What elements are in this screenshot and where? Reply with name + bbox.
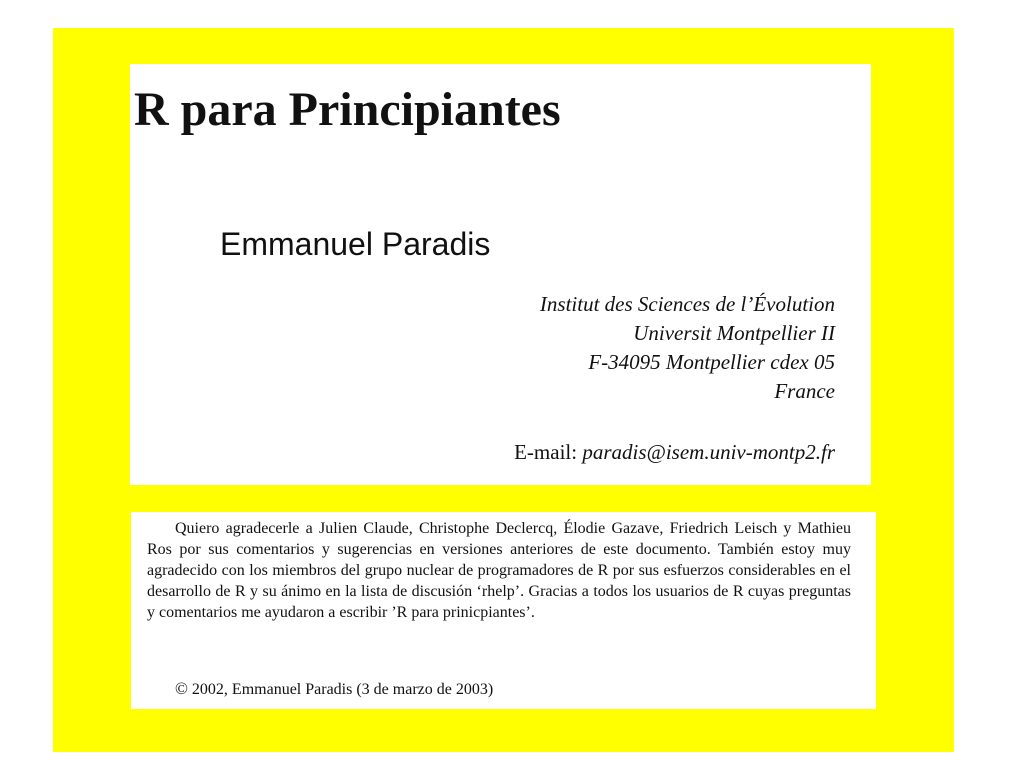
copyright-line <box>175 678 493 700</box>
affiliation-line: Institut des Sciences de l’Évolution <box>539 292 835 316</box>
email-line <box>514 438 835 467</box>
affiliation-line: F-34095 Montpellier cdex 05 <box>588 350 835 374</box>
document-title: R para Principiantes <box>134 83 561 136</box>
title-panel <box>130 64 871 485</box>
acknowledgement-panel <box>131 512 876 709</box>
acknowledgement-paragraph: Quiero agradecerle a Julien Claude, Christophe Declercq, Élodie Gazave, Friedrich Leisch y Mathieu Ros por sus comentarios y sugerencias en versiones anteriores de este documento. También estoy muy agradecido con los miembros del grupo nuclear de programadores de R por sus esfuerzos considerables en el desarrollo de R y su ánimo en la lista de discusión ‘rhelp’. Gracias a todos los usuarios de R cuyas preguntas y comentarios me ayudaron a escribir ’R para prinicpiantes’. <box>147 520 851 621</box>
copyright-text: 2002, Emmanuel Paradis (3 de marzo de 2003) <box>191 681 494 698</box>
email-label: E-mail: <box>514 440 578 464</box>
affiliation-line: Universit Montpellier II <box>633 321 835 345</box>
affiliation-block <box>540 290 835 406</box>
copyright-icon: © <box>175 679 188 698</box>
author-name: Emmanuel Paradis <box>220 226 491 262</box>
affiliation-line: France <box>774 379 835 403</box>
email-address: paradis@isem.univ-montp2.fr <box>582 440 835 464</box>
